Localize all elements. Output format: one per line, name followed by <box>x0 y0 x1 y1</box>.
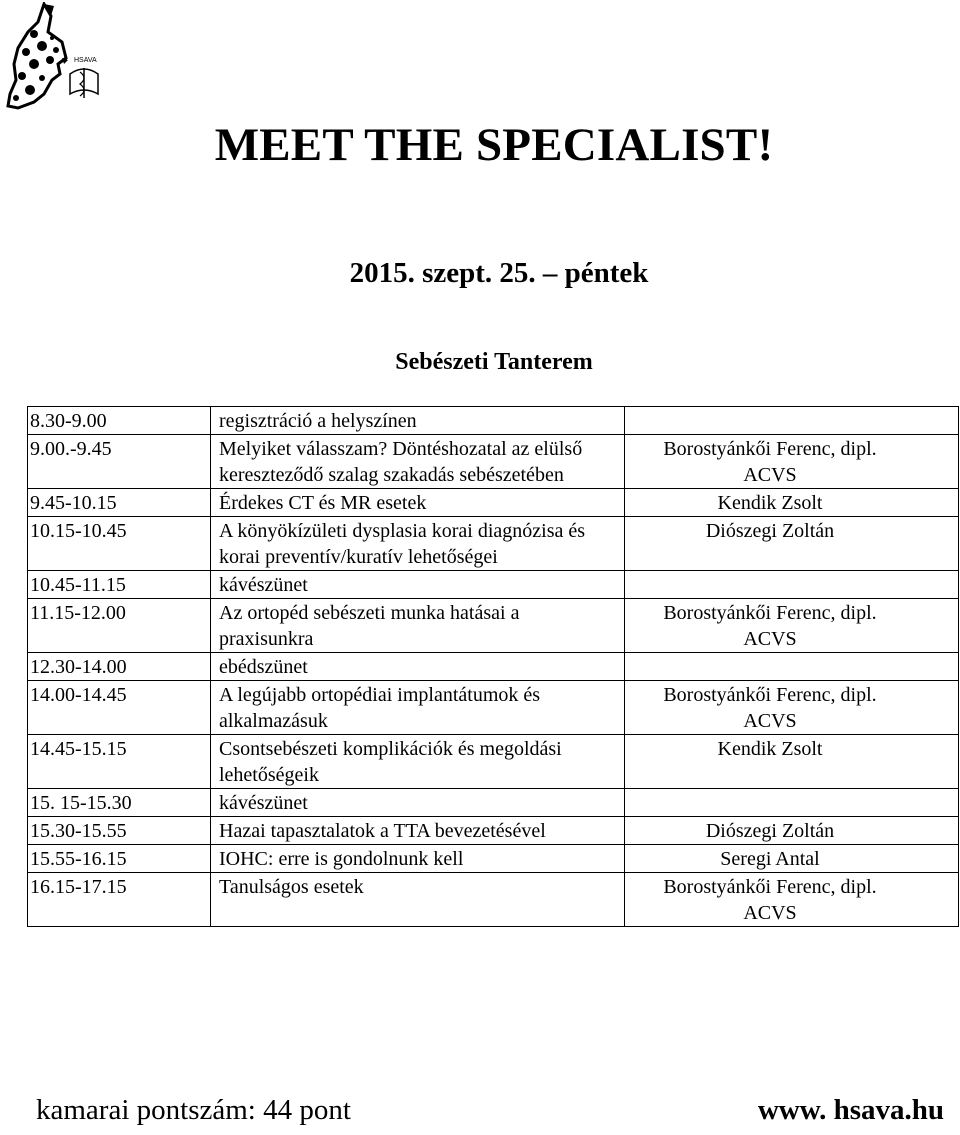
speaker-cell <box>625 817 959 845</box>
topic-cell <box>211 735 625 789</box>
logo-text: HSAVA <box>74 57 97 64</box>
speaker-cell <box>625 407 959 435</box>
topic-cell <box>211 873 625 927</box>
topic-text: kávészünet <box>219 574 308 596</box>
topic-cell <box>211 817 625 845</box>
hsava-logo <box>4 2 104 114</box>
speaker-cell <box>625 681 959 735</box>
credit-points: kamarai pontszám: 44 pont <box>36 1094 351 1126</box>
table-row <box>28 845 959 873</box>
time-cell: 14.45-15.15 <box>28 735 211 789</box>
table-row <box>28 599 959 653</box>
time-cell: 10.15-10.45 <box>28 517 211 571</box>
table-row <box>28 653 959 681</box>
speaker-cell <box>625 735 959 789</box>
topic-cell <box>211 489 625 517</box>
time-cell: 15.55-16.15 <box>28 845 211 873</box>
speaker-text: Borostyánkői Ferenc, dipl. ACVS <box>663 438 877 486</box>
speaker-text: Kendik Zsolt <box>717 492 823 514</box>
time-cell: 11.15-12.00 <box>28 599 211 653</box>
speaker-text: Borostyánkői Ferenc, dipl. ACVS <box>663 684 877 732</box>
topic-text: A legújabb ortopédiai implantátumok és alkalmazásuk <box>219 684 541 732</box>
speaker-cell <box>625 517 959 571</box>
topic-text: IOHC: erre is gondolnunk kell <box>219 848 464 870</box>
topic-cell <box>211 435 625 489</box>
topic-text: kávészünet <box>219 792 308 814</box>
time-cell: 9.45-10.15 <box>28 489 211 517</box>
table-row <box>28 817 959 845</box>
table-row <box>28 789 959 817</box>
topic-cell <box>211 571 625 599</box>
time-cell: 10.45-11.15 <box>28 571 211 599</box>
room-name: Sebészeti Tanterem <box>395 349 593 375</box>
topic-text: ebédszünet <box>219 656 308 678</box>
topic-cell <box>211 653 625 681</box>
speaker-cell <box>625 845 959 873</box>
table-row <box>28 681 959 735</box>
topic-text: A könyökízületi dysplasia korai diagnózisa és korai preventív/kuratív lehetőségei <box>219 520 586 568</box>
topic-cell <box>211 407 625 435</box>
time-cell: 15.30-15.55 <box>28 817 211 845</box>
time-cell: 15. 15-15.30 <box>28 789 211 817</box>
speaker-cell <box>625 599 959 653</box>
topic-cell <box>211 599 625 653</box>
speaker-cell <box>625 571 959 599</box>
time-cell: 8.30-9.00 <box>28 407 211 435</box>
speaker-text: Diószegi Zoltán <box>705 520 835 542</box>
topic-text: Tanulságos esetek <box>219 876 364 898</box>
time-cell: 12.30-14.00 <box>28 653 211 681</box>
dalmatian-dog-icon <box>4 2 104 114</box>
website-link[interactable]: www. hsava.hu <box>757 1094 944 1126</box>
speaker-text: Kendik Zsolt <box>717 738 823 760</box>
table-row <box>28 407 959 435</box>
schedule-table <box>27 406 959 927</box>
event-date: 2015. szept. 25. – péntek <box>349 257 649 289</box>
topic-cell <box>211 789 625 817</box>
table-row <box>28 517 959 571</box>
speaker-cell <box>625 489 959 517</box>
topic-cell <box>211 845 625 873</box>
speaker-cell <box>625 789 959 817</box>
topic-text: Csontsebészeti komplikációk és megoldási lehetőségeik <box>219 738 562 786</box>
topic-cell <box>211 681 625 735</box>
table-row <box>28 735 959 789</box>
table-row <box>28 435 959 489</box>
topic-text: Hazai tapasztalatok a TTA bevezetésével <box>219 820 546 842</box>
speaker-text: Seregi Antal <box>720 848 820 870</box>
speaker-text: Borostyánkői Ferenc, dipl. ACVS <box>663 876 877 924</box>
topic-text: Melyiket válasszam? Döntéshozatal az elülső kereszteződő szalag szakadás sebészetében <box>219 438 583 486</box>
speaker-text: Borostyánkői Ferenc, dipl. ACVS <box>663 602 877 650</box>
topic-cell <box>211 517 625 571</box>
time-cell: 9.00.-9.45 <box>28 435 211 489</box>
speaker-text: Diószegi Zoltán <box>705 820 835 842</box>
topic-text: Az ortopéd sebészeti munka hatásai a praxisunkra <box>219 602 520 650</box>
topic-text: regisztráció a helyszínen <box>219 410 417 432</box>
topic-text: Érdekes CT és MR esetek <box>219 492 427 514</box>
table-row <box>28 873 959 927</box>
time-cell: 16.15-17.15 <box>28 873 211 927</box>
table-row <box>28 489 959 517</box>
speaker-cell <box>625 873 959 927</box>
speaker-cell <box>625 653 959 681</box>
table-row <box>28 571 959 599</box>
time-cell: 14.00-14.45 <box>28 681 211 735</box>
speaker-cell <box>625 435 959 489</box>
page-title: MEET THE SPECIALIST! <box>214 119 774 171</box>
schedule-body <box>28 407 959 927</box>
